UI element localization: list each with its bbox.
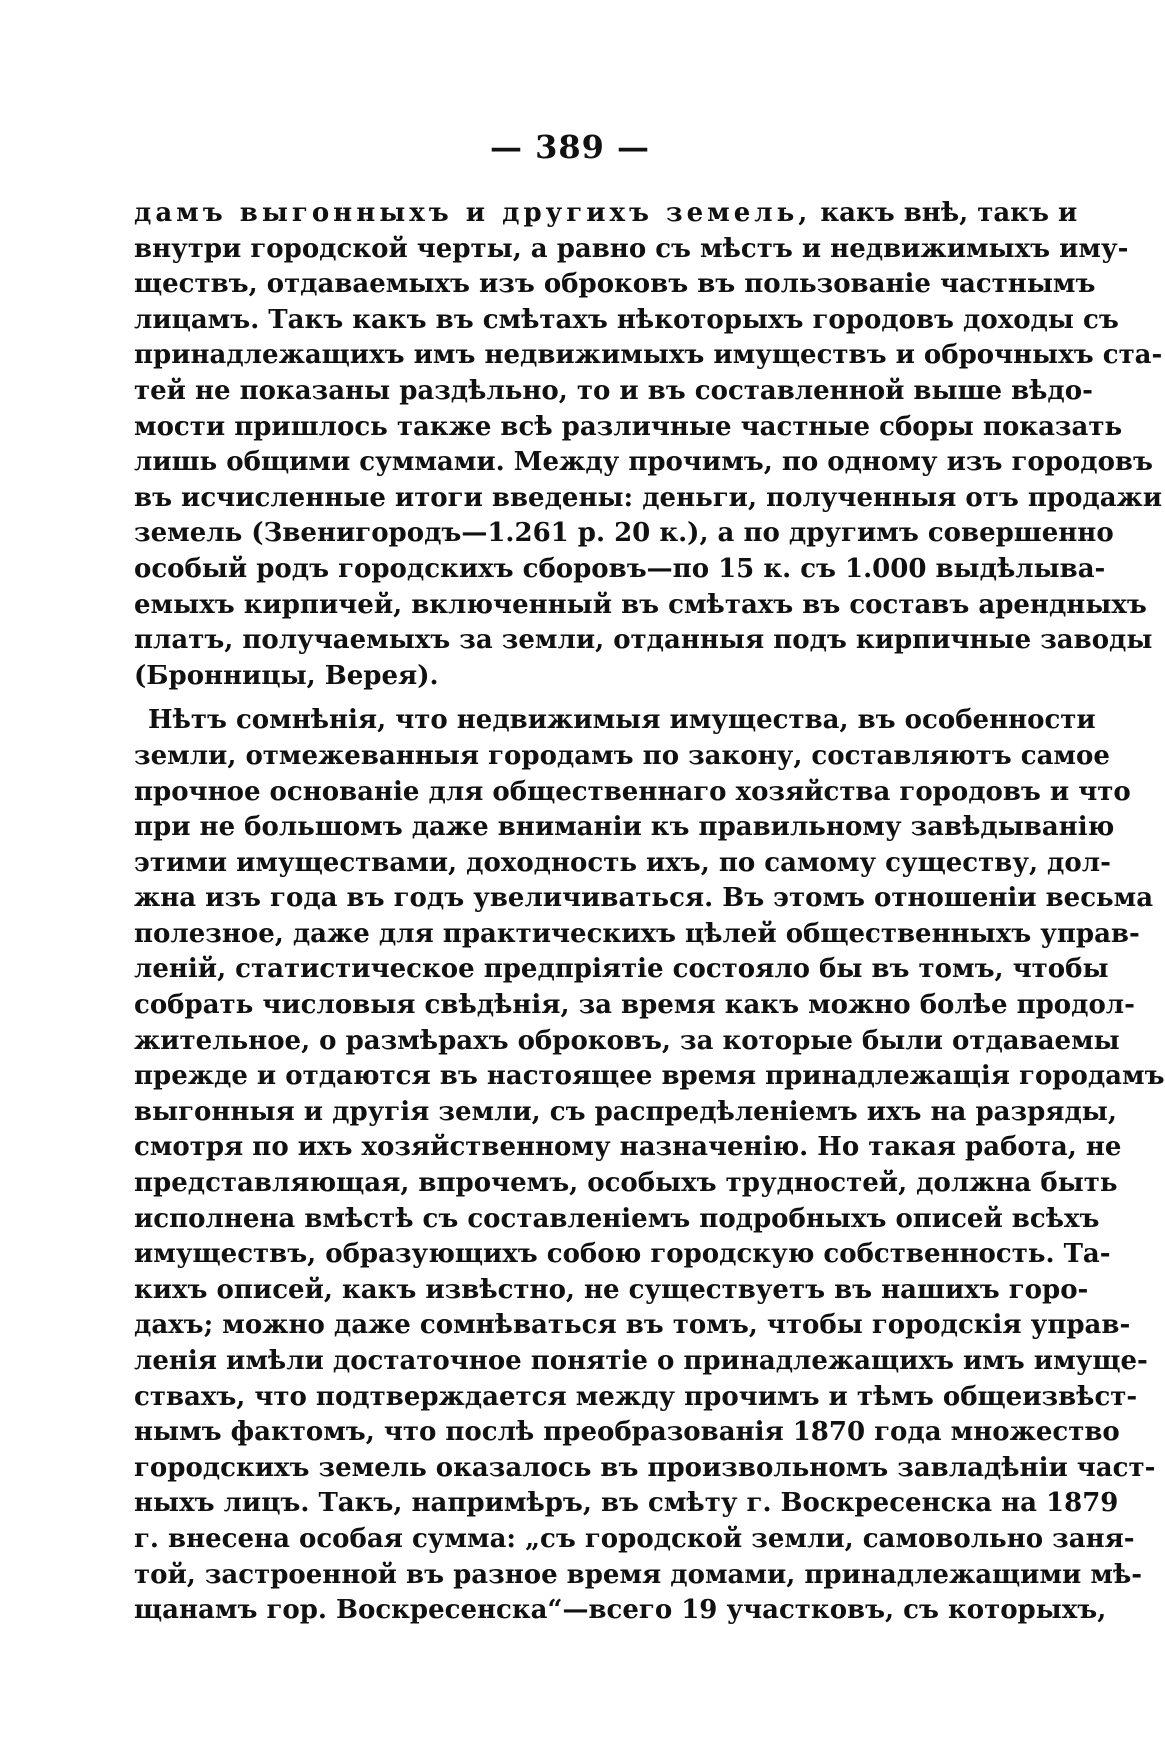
text-line: кихъ описей, какъ извѣстно, не существуетъ въ нашихъ горо- — [134, 1274, 1089, 1305]
text-line: ныхъ лицъ. Такъ, напримѣръ, въ смѣту г. Воскресенска на 1879 — [134, 1488, 1119, 1519]
text-line: при не большомъ даже вниманіи къ правильному завѣдыванію — [134, 812, 1115, 843]
text-line: той, застроенной въ разное время домами, принадлежащими мѣ- — [134, 1559, 1143, 1590]
text-line: земли, отмежеванныя городамъ по закону, составляютъ самое — [134, 740, 1110, 771]
text-line: (Бронницы, Верея). — [134, 660, 439, 691]
text-line: ствахъ, что подтверждается между прочимъ и тѣмъ общеизвѣст- — [134, 1381, 1138, 1412]
text-line: емыхъ кирпичей, включенный въ смѣтахъ въ составъ арендныхъ — [134, 589, 1147, 620]
text-line: этими имуществами, доходность ихъ, по самому существу, дол- — [134, 847, 1111, 878]
text-line: полезное, даже для практическихъ цѣлей общественныхъ управ- — [134, 918, 1140, 949]
text-line: дахъ; можно даже сомнѣваться въ томъ, чтобы городскія управ- — [134, 1310, 1131, 1341]
text-line: смотря по ихъ хозяйственному назначенію. Но такая работа, не — [134, 1132, 1122, 1163]
text-line: выгонныя и другія земли, съ распредѣленіемъ ихъ на разряды, — [134, 1096, 1117, 1127]
text-line: принадлежащихъ имъ недвижимыхъ имуществъ и оброчныхъ ста- — [134, 340, 1163, 371]
text-line: щанамъ гор. Воскресенска“—всего 19 участковъ, съ которыхъ, — [134, 1595, 1107, 1626]
text-line: ленія имѣли достаточное понятіе о принадлежащихъ имъ имуще- — [134, 1346, 1148, 1376]
text-line: г. внесена особая сумма: „съ городской земли, самовольно заня- — [134, 1523, 1135, 1554]
text-line: исполнена вмѣстѣ съ составленіемъ подробныхъ описей всѣхъ — [134, 1203, 1100, 1234]
page-number: — 389 — — [489, 128, 651, 166]
line-text: какъ внѣ, такъ и — [811, 198, 1078, 228]
text-line: городскихъ земель оказалось въ произвольномъ завладѣніи част- — [134, 1452, 1156, 1483]
text-line: представляющая, впрочемъ, особыхъ трудностей, должна быть — [134, 1168, 1118, 1199]
text-line: тей не показаны раздѣльно, то и въ составленной выше вѣдо- — [134, 375, 1093, 406]
text-line: ществъ, отдаваемыхъ изъ оброковъ въ пользованіе частнымъ — [134, 269, 1096, 300]
text-line: въ исчисленные итоги введены: деньги, полученныя отъ продажи — [134, 482, 1163, 513]
text-line: Нѣтъ сомнѣнія, что недвижимыя имущества, въ особенности — [148, 705, 1096, 736]
text-line: земель (Звенигородъ—1.261 р. 20 к.), а по другимъ совершенно — [134, 518, 1114, 549]
text-line — [134, 196, 1078, 232]
text-line: особый родъ городскихъ сборовъ—по 15 к. съ 1.000 выдѣлыва- — [134, 553, 1106, 584]
text-line: мости пришлось также всѣ различные частные сборы показать — [134, 411, 1123, 442]
text-line: имуществъ, образующихъ собою городскую собственность. Та- — [134, 1239, 1111, 1270]
text-line: прочное основаніе для общественнаго хозяйства городовъ и что — [134, 776, 1131, 807]
text-line: собрать числовыя свѣдѣнія, за время какъ можно болѣе продол- — [134, 990, 1135, 1021]
text-line: жна изъ года въ годъ увеличиваться. Въ этомъ отношеніи весьма — [134, 883, 1154, 914]
text-line: нымъ фактомъ, что послѣ преобразованія 1870 года множество — [134, 1417, 1120, 1448]
text-line: лишь общими суммами. Между прочимъ, по одному изъ городовъ — [134, 447, 1153, 478]
text-line: леній, статистическое предпріятіе состояло бы въ томъ, чтобы — [134, 954, 1109, 985]
paragraph-gap — [134, 694, 1006, 703]
text-line: прежде и отдаются въ настоящее время принадлежащія городамъ — [134, 1061, 1165, 1092]
spaced-lead-text: дамъ выгонныхъ и другихъ земель, — [134, 198, 812, 228]
text-line: внутри городской черты, а равно съ мѣстъ и недвижимыхъ иму- — [134, 233, 1129, 264]
text-line: платъ, получаемыхъ за земли, отданныя подъ кирпичные заводы — [134, 625, 1153, 656]
text-line: жительное, о размѣрахъ оброковъ, за которые были отдаваемы — [134, 1025, 1120, 1056]
body-text — [134, 196, 1165, 1629]
text-line: лицамъ. Такъ какъ въ смѣтахъ нѣкоторыхъ городовъ доходы съ — [134, 304, 1119, 335]
